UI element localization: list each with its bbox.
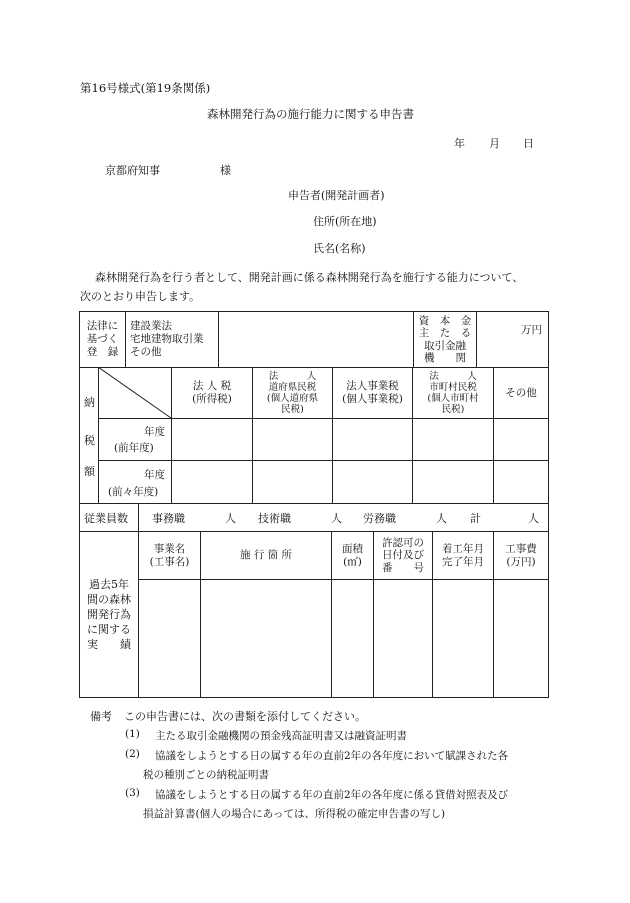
results-side-label: 過去5年 間の森林 開発行為 に関する 実 績 — [87, 578, 131, 651]
results-header-permit: 許認可の 日付及び 番 号 — [382, 536, 424, 574]
note-3-line-2: 損益計算書(個人の場合にあっては、所得税の確定申告書の写し) — [143, 808, 446, 820]
addressee-honorific: 様 — [220, 164, 231, 177]
intro-line-1: 森林開発行為を行う者として、開発計画に係る森林開発行為を施行する能力について、 — [95, 271, 524, 284]
results-header-area: 面積 (㎡) — [342, 542, 363, 568]
intro-line-2: 次のとおり申告します。 — [80, 290, 201, 303]
note-2-line-1: 協議をしようとする日の属する年の直前2年の各年度において賦課された各 — [155, 750, 509, 762]
note-2-num: (2) — [125, 748, 140, 760]
results-header-cost: 工事費 (万円) — [505, 542, 537, 568]
employees-technical: 技術職 — [258, 512, 291, 525]
note-1-num: (1) — [125, 728, 140, 740]
capital-label: 資 本 金 主 た る 取引金融 機 関 — [418, 314, 472, 364]
note-3-num: (3) — [125, 787, 140, 799]
notes-label: 備考 — [90, 710, 112, 723]
employees-total-unit: 人 — [528, 512, 539, 525]
notes-intro: この申告書には、次の書類を添付してください。 — [124, 710, 366, 723]
date-year: 年 — [454, 137, 465, 150]
tax-row-1-label: (前年度) — [114, 442, 154, 454]
employees-office: 事務職 — [152, 512, 185, 525]
employees-office-unit: 人 — [225, 512, 236, 525]
tax-header-houjin: 法 人 税 (所得税) — [192, 380, 232, 405]
tax-row-2-year: 年度 — [144, 469, 165, 481]
note-1-line-1: 主たる取引金融機関の預金残高証明書又は融資証明書 — [155, 730, 407, 742]
note-2-line-2: 税の種別ごとの納税証明書 — [143, 769, 269, 781]
tax-row-2-label: (前々年度) — [108, 486, 159, 498]
tax-side-label-1: 納 — [84, 396, 95, 409]
applicant-address: 住所(所在地) — [313, 215, 377, 228]
results-header-project: 事業名 (工事名) — [149, 542, 190, 568]
tax-header-prefecture: 法 人 道府県民税 (個人道府県 民税) — [266, 371, 319, 415]
form-number: 第16号様式(第19条関係) — [80, 81, 211, 95]
employees-total: 計 — [470, 512, 481, 525]
tax-header-municipal: 法 人 市町村民税 (個人市町村 民税) — [427, 371, 479, 415]
tax-header-other: その他 — [505, 386, 537, 399]
results-header-dates: 着工年月 完了年月 — [442, 542, 484, 568]
tax-row-1-year: 年度 — [144, 426, 165, 438]
employees-labor: 労務職 — [363, 512, 396, 525]
form-title: 森林開発行為の施行能力に関する申告書 — [207, 107, 414, 121]
note-3-line-1: 協議をしようとする日の属する年の直前2年の各年度に係る貸借対照表及び — [155, 789, 509, 801]
tax-side-label-2: 税 — [84, 434, 95, 447]
results-header-location: 施 行 箇 所 — [239, 549, 292, 561]
addressee-name: 京都府知事 — [105, 164, 160, 177]
tax-header-business: 法人事業税 (個人事業税) — [342, 380, 403, 405]
employees-technical-unit: 人 — [331, 512, 342, 525]
registration-laws: 建設業法 宅地建物取引業 その他 — [130, 320, 204, 358]
applicant-name: 氏名(名称) — [313, 242, 366, 255]
employees-label: 従業員数 — [84, 512, 128, 525]
capital-unit: 万円 — [521, 324, 542, 336]
tax-header-diagonal — [98, 367, 172, 419]
registration-label: 法律に 基づく 登 録 — [86, 320, 119, 358]
date-day: 日 — [523, 137, 534, 150]
tax-side-label-3: 額 — [84, 465, 95, 478]
applicant-role: 申告者(開発計画者) — [288, 189, 385, 202]
employees-labor-unit: 人 — [436, 512, 447, 525]
date-month: 月 — [489, 137, 500, 150]
